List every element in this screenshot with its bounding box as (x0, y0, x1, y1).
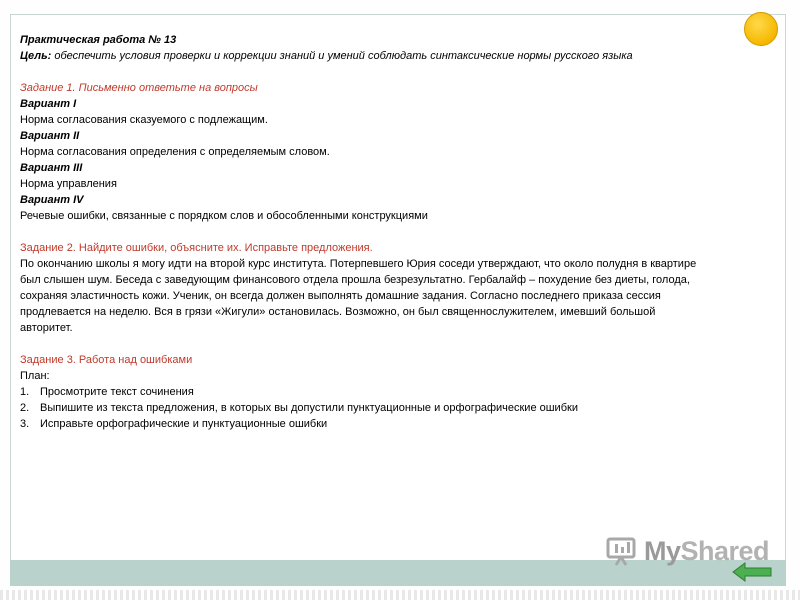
list-item-text: Выпишите из текста предложения, в которых вы допустили пунктуационные и орфографические ошибки (40, 402, 578, 414)
slide-content (20, 32, 780, 432)
watermark-my: My (644, 535, 681, 566)
task2-line: По окончанию школы я могу идти на второй курс института. Потерпевшего Юрия соседи утверждают, что около полудня в квартире (20, 258, 697, 270)
spacer (20, 64, 780, 80)
bottom-line (0, 590, 800, 600)
list-item-text: Просмотрите текст сочинения (40, 386, 194, 398)
variant-2-text: Норма согласования определения с определяемым словом. (20, 146, 330, 158)
list-item-number: 1. (20, 386, 30, 398)
list-item-text: Исправьте орфографические и пунктуационные ошибки (40, 418, 328, 430)
plan-label: План: (20, 370, 50, 382)
watermark-shared: Shared (680, 535, 770, 566)
task2-line: сохраняя эластичность кожи. Ученик, он всегда должен выполнять домашние задания. Согласно последнего приказа сессия (20, 290, 661, 302)
goal-label: Цель: (20, 50, 52, 62)
list-item (20, 384, 780, 400)
variant-3-label: Вариант III (20, 162, 83, 174)
myshared-logo-icon (606, 535, 640, 567)
variant-3-text: Норма управления (20, 178, 117, 190)
back-arrow-icon[interactable] (732, 562, 772, 582)
variant-1-text: Норма согласования сказуемого с подлежащим. (20, 114, 268, 126)
task2-line: продлевается на неделю. Вся в грязи «Жигули» остановилась. Возможно, он был священнослужителем, имевший большой (20, 306, 656, 318)
task2-line: был слышен шум. Беседа с заведующим финансового отдела прошла безрезультатно. Гербалайф – похудение без диеты, голода, (20, 274, 690, 286)
goal-line (20, 48, 780, 64)
task2-line: авторитет. (20, 322, 73, 334)
list-item (20, 400, 780, 416)
list-item (20, 416, 780, 432)
variant-2-label: Вариант II (20, 130, 80, 142)
list-item-number: 2. (20, 402, 30, 414)
page-title: Практическая работа № 13 (20, 34, 177, 46)
spacer (20, 336, 780, 352)
task3-heading: Задание 3. Работа над ошибками (20, 354, 193, 366)
spacer (20, 224, 780, 240)
goal-text: обеспечить условия проверки и коррекции знаний и умений соблюдать синтаксические нормы русского языка (51, 50, 633, 62)
variant-4-text: Речевые ошибки, связанные с порядком слов и обособленными конструкциями (20, 210, 428, 222)
variant-1-label: Вариант I (20, 98, 77, 110)
task1-heading: Задание 1. Письменно ответьте на вопросы (20, 82, 258, 94)
variant-4-label: Вариант IV (20, 194, 84, 206)
task2-heading: Задание 2. Найдите ошибки, объясните их. Исправьте предложения. (20, 242, 373, 254)
list-item-number: 3. (20, 418, 30, 430)
